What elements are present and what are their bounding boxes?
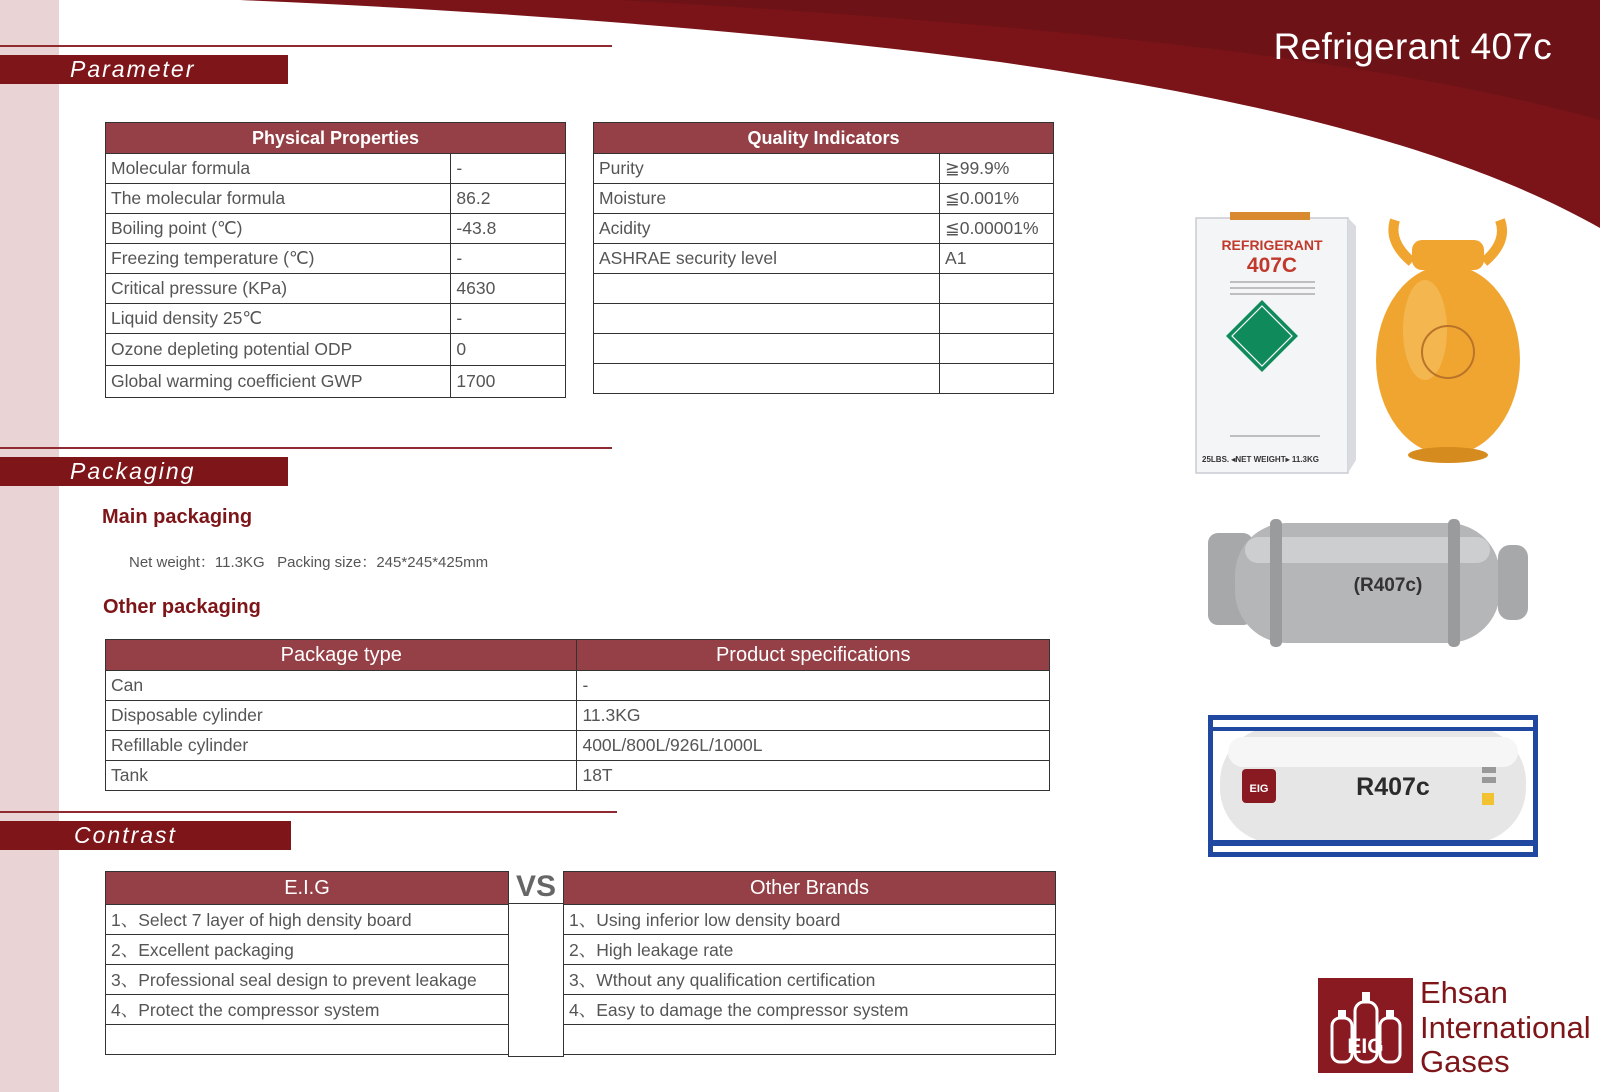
vs-label: VS [509,871,563,904]
quality-label: ASHRAE security level [594,244,940,274]
other-packaging-heading: Other packaging [103,596,261,618]
other-brand-drawback: 2、High leakage rate [564,935,1056,965]
quality-value: ≧99.9% [940,154,1054,184]
logo-text-line3: Gases [1420,1044,1510,1079]
logo-mark-text: EIG [1347,1035,1384,1058]
main-packaging-details: Net weight：11.3KG Packing size：245*245*425mm [129,554,489,571]
package-type: Can [106,671,577,701]
package-type: Tank [106,761,577,791]
property-label: Boiling point (℃) [106,214,451,244]
quality-label: Purity [594,154,940,184]
physical-properties-table [105,122,566,398]
section-label-contrast: Contrast [0,821,291,850]
quality-label: Moisture [594,184,940,214]
logo-text-line1: Ehsan [1420,975,1508,1010]
box-code-text: 407C [1246,254,1298,277]
quality-indicators-table [593,122,1054,394]
quality-value: ≦0.001% [940,184,1054,214]
section-label-parameter: Parameter [0,55,288,84]
eig-header: E.I.G [106,872,509,905]
quality-label: Acidity [594,214,940,244]
package-spec: 11.3KG [577,701,1050,731]
quality-indicators-header: Quality Indicators [594,123,1054,154]
empty-cell [594,334,940,364]
empty-cell [940,274,1054,304]
property-label: Molecular formula [106,154,451,184]
product-specifications-header: Product specifications [577,640,1050,671]
other-brand-drawback: 1、Using inferior low density board [564,905,1056,935]
property-value: 86.2 [451,184,566,214]
empty-cell [940,364,1054,394]
empty-cell [940,304,1054,334]
eig-advantage: 1、Select 7 layer of high density board [106,905,509,935]
box-and-cylinder-image [1190,210,1530,480]
eig-advantage: 4、Protect the compressor system [106,995,509,1025]
refillable-cylinder-image [1200,515,1532,655]
property-label: Liquid density 25℃ [106,304,451,334]
logo-text-line2: International [1420,1010,1591,1045]
eig-logo-icon [1318,978,1413,1073]
empty-cell [940,334,1054,364]
other-brands-contrast-table [563,871,1056,1055]
quality-value: A1 [940,244,1054,274]
empty-cell [594,364,940,394]
box-brand-text: REFRIGERANT [1221,237,1323,253]
box-weight-text: 25LBS. ◂NET WEIGHT▸ 11.3KG [1202,455,1319,464]
package-type-header: Package type [106,640,577,671]
empty-cell [564,1025,1056,1055]
property-value: -43.8 [451,214,566,244]
package-spec: 400L/800L/926L/1000L [577,731,1050,761]
package-spec: - [577,671,1050,701]
eig-advantage: 3、Professional seal design to prevent leakage [106,965,509,995]
physical-properties-header: Physical Properties [106,123,566,154]
property-label: Critical pressure (KPa) [106,274,451,304]
empty-cell [594,274,940,304]
section-divider [0,447,612,449]
cylinder-label: (R407c) [1353,575,1423,596]
section-divider [0,45,612,47]
page-title: Refrigerant 407c [1273,26,1552,67]
package-spec: 18T [577,761,1050,791]
eig-advantage: 2、Excellent packaging [106,935,509,965]
property-value: 0 [451,334,566,366]
other-brands-header: Other Brands [564,872,1056,905]
empty-cell [106,1025,509,1055]
property-value: - [451,154,566,184]
other-packaging-table [105,639,1050,791]
empty-cell [594,304,940,334]
property-label: Ozone depleting potential ODP [106,334,451,366]
section-divider [0,811,617,813]
other-brand-drawback: 3、Wthout any qualification certification [564,965,1056,995]
property-value: 1700 [451,366,566,398]
tank-logo-mark: EIG [1249,783,1269,795]
package-type: Disposable cylinder [106,701,577,731]
property-value: - [451,304,566,334]
property-label: Global warming coefficient GWP [106,366,451,398]
property-label: The molecular formula [106,184,451,214]
other-brand-drawback: 4、Easy to damage the compressor system [564,995,1056,1025]
eig-contrast-table [105,871,509,1055]
main-packaging-heading: Main packaging [102,506,253,528]
package-type: Refillable cylinder [106,731,577,761]
property-label: Freezing temperature (℃) [106,244,451,274]
iso-tank-image [1208,715,1538,857]
property-value: - [451,244,566,274]
quality-value: ≦0.00001% [940,214,1054,244]
section-label-packaging: Packaging [0,457,288,486]
tank-label: R407c [1356,773,1430,801]
property-value: 4630 [451,274,566,304]
vs-column [508,871,564,1057]
